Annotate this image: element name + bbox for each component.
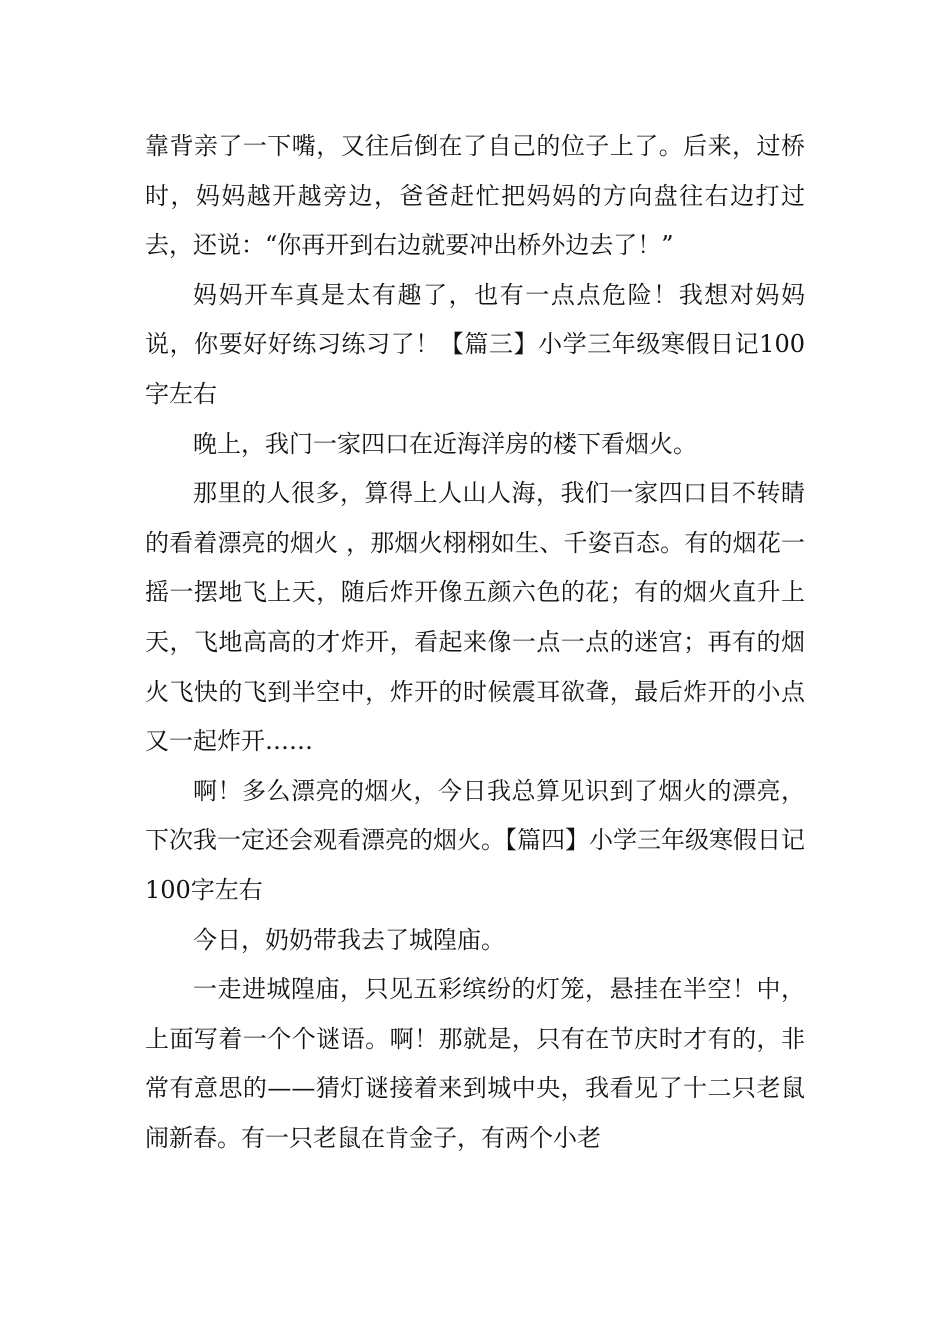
document-body — [145, 122, 805, 1163]
paragraph-6: 今日，奶奶带我去了城隍庙。 — [193, 925, 505, 954]
paragraph-1: 靠背亲了一下嘴，又往后倒在了自己的位子上了。后来，过桥时，妈妈越开越旁边，爸爸赶忙把妈妈的方向盘往右边打过去，还说：“你再开到右边就要冲出桥外边去了！” — [145, 132, 805, 260]
paragraph-7: 一走进城隍庙，只见五彩缤纷的灯笼，悬挂在半空！中，上面写着一个个谜语。啊！那就是，只有在节庆时才有的，非常有意思的——猜灯谜接着来到城中央，我看见了十二只老鼠闹新春。有一只老鼠在肯金子，有两个小老 — [145, 975, 805, 1152]
paragraph-3: 晚上，我门一家四口在近海洋房的楼下看烟火。 — [193, 429, 697, 458]
paragraph-4: 那里的人很多，算得上人山人海，我们一家四口目不转睛的看着漂亮的烟火 ，那烟火栩栩如生、千姿百态。有的烟花一摇一摆地飞上天，随后炸开像五颜六色的花；有的烟火直升上天，飞地高高的才炸开，看起来像一点一点的迷宫；再有的烟火飞快的飞到半空中，炸开的时候震耳欲聋，最后炸开的小点又一起炸开…… — [145, 479, 805, 756]
paragraph-2: 妈妈开车真是太有趣了，也有一点点危险！我想对妈妈说，你要好好练习练习了！【篇三】小学三年级寒假日记100字左右 — [145, 280, 805, 408]
paragraph-5: 啊！多么漂亮的烟火，今日我总算见识到了烟火的漂亮，下次我一定还会观看漂亮的烟火。【篇四】小学三年级寒假日记100字左右 — [145, 776, 805, 904]
